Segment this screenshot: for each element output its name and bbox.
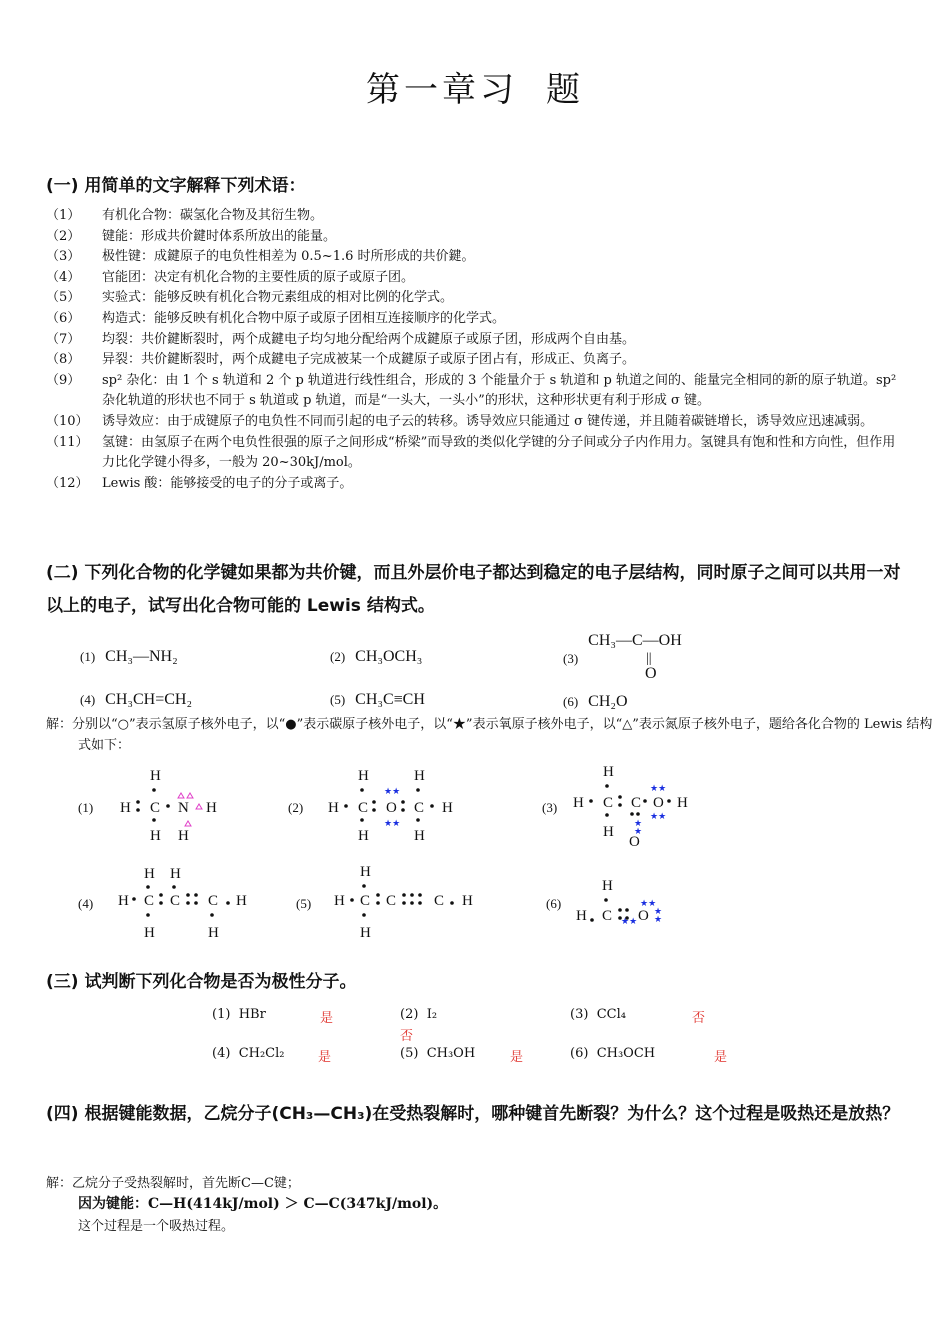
- lewis-label-6: (6): [546, 896, 562, 911]
- svg-text:C: C: [170, 893, 181, 909]
- compound-2: (2) CH₃OCH₃: [330, 648, 423, 665]
- polar-item-3: (3) CCl₄: [570, 1007, 626, 1022]
- lewis-label-3: (3): [542, 800, 558, 815]
- polar-item-5: (5) CH₃OH: [400, 1046, 476, 1061]
- svg-text:H: H: [573, 795, 584, 811]
- svg-text:H: H: [120, 800, 131, 816]
- svg-text:★★: ★★: [650, 783, 667, 793]
- svg-text:★: ★: [634, 818, 643, 828]
- svg-text:H: H: [414, 828, 425, 844]
- svg-text:C: C: [631, 795, 642, 811]
- list-item: （10） 诱导效应：由于成键原子的电负性不同而引起的电子云的转移。诱导效应只能通过 σ 键传递，并且随着碳链增长，诱导效应迅速减弱。: [46, 413, 874, 429]
- svg-text:H: H: [442, 800, 453, 816]
- svg-text:C: C: [358, 800, 369, 816]
- compound-5: (5) CH₃C≡CH: [330, 691, 425, 708]
- list-item: （8） 异裂：共价鍵断裂时，两个成鍵电子完成被某一个成鍵原子或原子团占有，形成正、负离子。: [46, 352, 636, 368]
- polar-item-2: (2) I₂: [400, 1007, 438, 1022]
- polar-item-6: (6) CH₃OCH: [570, 1046, 656, 1061]
- lewis-label-4: (4): [78, 896, 94, 911]
- svg-text:C: C: [603, 795, 614, 811]
- svg-text:O: O: [638, 908, 649, 924]
- svg-text:N: N: [178, 800, 189, 816]
- title-part1: 第一章习: [366, 70, 518, 110]
- svg-text:H: H: [170, 866, 181, 882]
- svg-text:H: H: [358, 768, 369, 784]
- lewis-label-2: (2): [288, 800, 304, 815]
- svg-text:★★: ★★: [621, 916, 638, 926]
- svg-text:H: H: [360, 925, 371, 941]
- list-item: （12） Lewis 酸：能够接受的电子的分子或离子。: [46, 475, 353, 491]
- page-title: [0, 62, 950, 111]
- compound-3: $_{(3)}$CH₃—C—OH: [563, 632, 682, 666]
- list-item: （6） 构造式：能够反映有机化合物中原子或原子团相互连接顺序的化学式。: [46, 310, 506, 326]
- compound-1: (1) CH₃—NH₂: [80, 648, 178, 665]
- section4-answer-1: 解：乙烷分子受热裂解时，首先断C—C键；: [46, 1176, 300, 1191]
- svg-text:C: C: [360, 893, 371, 909]
- svg-text:H: H: [236, 893, 247, 909]
- section4-answer-2: 因为键能：C—H(414kJ/mol) ＞ C—C(347kJ/mol)。: [78, 1196, 448, 1212]
- svg-text:★★: ★★: [650, 811, 667, 821]
- double-bond-mark: ||: [646, 651, 652, 666]
- list-item: （4） 官能团：决定有机化合物的主要性质的原子或原子团。: [46, 269, 415, 285]
- lewis-label-1: (1): [78, 800, 94, 815]
- list-item: （11） 氢键：由氢原子在两个电负性很强的原子之间形成“桥梁”而导致的类似化学键的分子间或分子内作用力。氢键具有饱和性和方向性，但作用力比化学键小得多，一般为 20~30kJ/mol。: [46, 434, 896, 471]
- svg-text:H: H: [462, 893, 473, 909]
- svg-text:★★: ★★: [384, 818, 401, 828]
- svg-text:★: ★: [654, 914, 663, 924]
- lewis-structures: [60, 760, 760, 945]
- polar-answer-6: 是: [714, 1050, 728, 1065]
- polar-item-1: (1) HBr: [212, 1007, 266, 1022]
- compound-6: (6) CH₂O: [563, 693, 628, 710]
- svg-text:C: C: [150, 800, 161, 816]
- definitions-list: [46, 206, 908, 494]
- polar-item-4: (4) CH₂Cl₂: [212, 1046, 285, 1061]
- list-item: （5） 实验式：能够反映有机化合物元素组成的相对比例的化学式。: [46, 290, 454, 306]
- svg-text:H: H: [178, 828, 189, 844]
- compound-3-oxygen: O: [645, 665, 657, 682]
- svg-text:C: C: [386, 893, 397, 909]
- section2-heading: (二) 下列化合物的化学键如果都为共价键，而且外层价电子都达到稳定的电子层结构，同时原子之间可以共用一对以上的电子，试写出化合物可能的 Lewis 结构式。: [46, 563, 901, 616]
- svg-text:O: O: [653, 795, 664, 811]
- svg-text:O: O: [629, 834, 640, 850]
- title-part2: 题: [546, 70, 584, 110]
- lewis-label-5: (5): [296, 896, 312, 911]
- svg-text:★: ★: [634, 826, 643, 836]
- svg-text:H: H: [206, 800, 217, 816]
- svg-text:O: O: [386, 800, 397, 816]
- section3-heading: (三) 试判断下列化合物是否为极性分子。: [46, 972, 357, 992]
- svg-text:★: ★: [654, 906, 663, 916]
- svg-text:H: H: [150, 768, 161, 784]
- section4-answer-3: 这个过程是一个吸热过程。: [78, 1219, 235, 1234]
- polar-answer-1: 是: [320, 1011, 334, 1026]
- svg-text:H: H: [118, 893, 129, 909]
- svg-text:C: C: [208, 893, 219, 909]
- list-item: （3） 极性键：成鍵原子的电负性相差为 0.5~1.6 时所形成的共价鍵。: [46, 249, 475, 265]
- lewis-solution-text: 解：分别以“○”表示氢原子核外电子，以“●”表示碳原子核外电子，以“★”表示氧原子核外电子，以“△”表示氮原子核外电子，题给各化合物的 Lewis 结构式如下：: [46, 717, 933, 753]
- svg-text:★★: ★★: [640, 898, 657, 908]
- svg-text:H: H: [144, 925, 155, 941]
- section4-heading: (四) 根据键能数据，乙烷分子(CH₃—CH₃)在受热裂解时，哪种键首先断裂？为什么？这个过程是吸热还是放热？: [46, 1104, 900, 1124]
- svg-text:H: H: [360, 864, 371, 880]
- compound-4: (4) CH₃CH=CH₂: [80, 691, 193, 708]
- svg-text:H: H: [328, 800, 339, 816]
- svg-text:H: H: [358, 828, 369, 844]
- svg-text:★★: ★★: [384, 786, 401, 796]
- svg-text:H: H: [208, 925, 219, 941]
- svg-text:H: H: [414, 768, 425, 784]
- svg-text:H: H: [334, 893, 345, 909]
- polar-answer-5: 是: [510, 1050, 524, 1065]
- svg-text:H: H: [144, 866, 155, 882]
- svg-text:H: H: [602, 878, 613, 894]
- section1-heading: (一) 用简单的文字解释下列术语：: [46, 176, 306, 196]
- svg-text:C: C: [602, 908, 613, 924]
- svg-text:H: H: [150, 828, 161, 844]
- list-item: （2） 键能：形成共价鍵时体系所放出的能量。: [46, 228, 337, 244]
- svg-text:H: H: [576, 908, 587, 924]
- polar-answer-3: 否: [692, 1011, 706, 1026]
- svg-text:C: C: [144, 893, 155, 909]
- svg-text:H: H: [603, 764, 614, 780]
- polar-answer-2: 否: [400, 1029, 414, 1044]
- svg-text:H: H: [677, 795, 688, 811]
- svg-text:H: H: [603, 824, 614, 840]
- list-item: （7） 均裂：共价鍵断裂时，两个成鍵电子均匀地分配给两个成鍵原子或原子团，形成两个自由基。: [46, 331, 636, 347]
- list-item: （9） sp² 杂化：由 1 个 s 轨道和 2 个 p 轨道进行线性组合，形成的 3 个能量介于 s 轨道和 p 轨道之间的、能量完全相同的新的原子轨道。sp² 杂化轨道的形状也不同于 s 轨道或 p 轨道，而是“一头大，一头小”的形状，这种形状更有利于形成 σ 键。: [46, 372, 897, 409]
- polar-answer-4: 是: [318, 1050, 332, 1065]
- svg-text:C: C: [434, 893, 445, 909]
- svg-text:C: C: [414, 800, 425, 816]
- list-item: （1） 有机化合物：碳氢化合物及其衍生物。: [46, 208, 324, 223]
